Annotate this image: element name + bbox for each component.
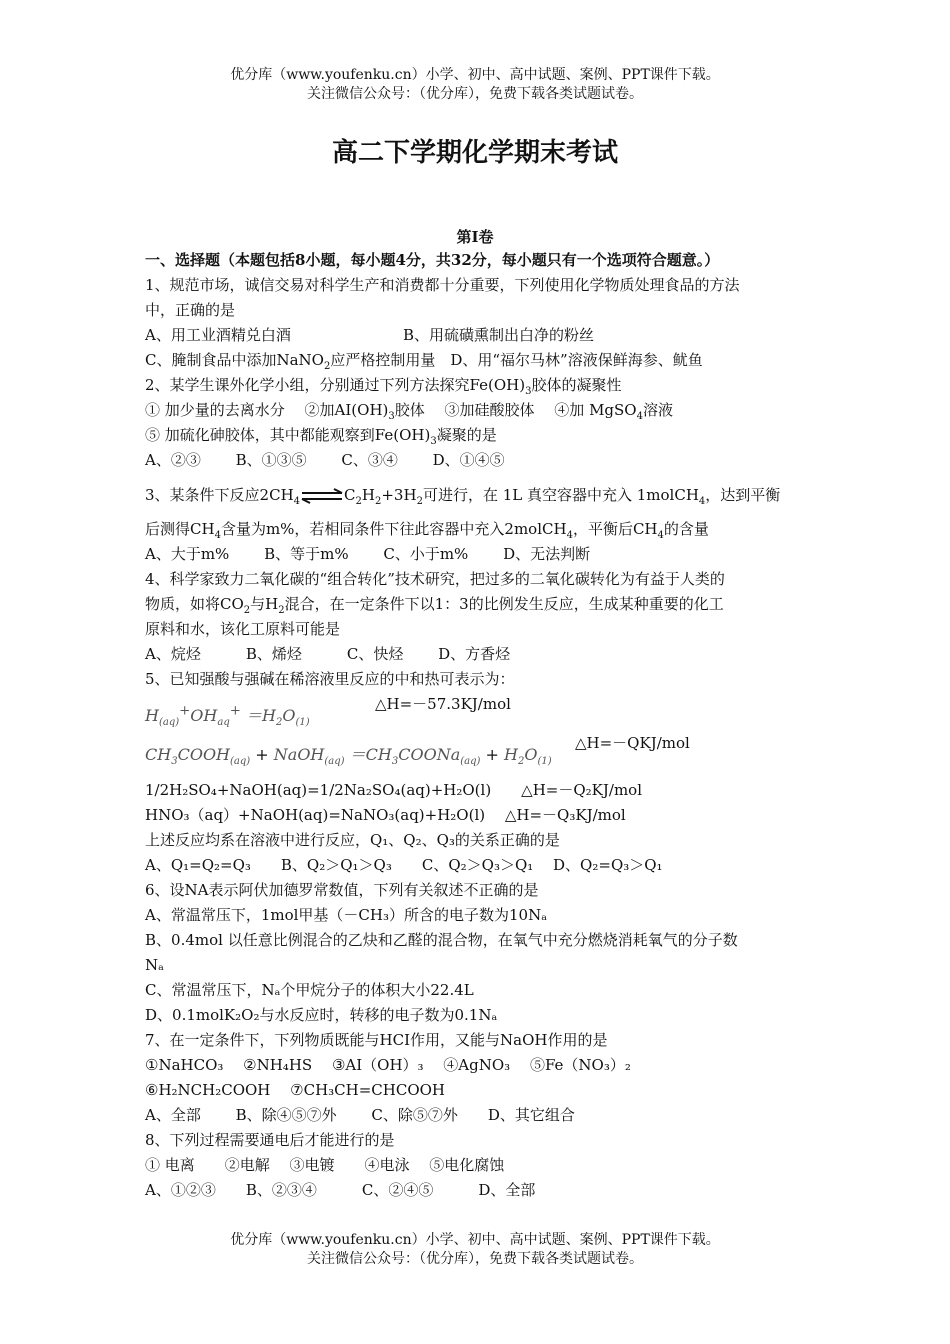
q1-sub: 2 xyxy=(323,361,331,372)
q6-option-a: A、常温常压下，1mol甲基（－CH₃）所含的电子数为10Nₐ xyxy=(145,906,547,924)
q1-options-ab xyxy=(145,323,813,348)
header-line-1: 优分库（www.youfenku.cn）小学、初中、高中试题、案例、PPT课件下载。 xyxy=(230,67,720,83)
page-header xyxy=(0,66,950,104)
q3-l2-post: 的含量 xyxy=(663,520,709,538)
q3-end: ，达到平衡 xyxy=(705,486,781,504)
q8-stem: 8、下列过程需要通电后才能进行的是 xyxy=(145,1131,395,1149)
q4-l2-pre: 物质，如将CO xyxy=(145,595,244,613)
q4-line-3: 原料和水，该化工原料可能是 xyxy=(145,620,341,638)
q3-l2-sub3: 4 xyxy=(657,530,664,541)
q3-sub3: 2 xyxy=(374,496,382,507)
q2-stem-sub: 3 xyxy=(525,386,532,397)
q4-options: A、烷烃 B、烯烃 C、快烃 D、方香烃 xyxy=(145,645,511,663)
q2-items-b-sub: 3 xyxy=(388,411,395,422)
q6-stem: 6、设NA表示阿伏加德罗常数值，下列有关叙述不正确的是 xyxy=(145,881,539,899)
q2-items-b: AI(OH) xyxy=(334,401,389,419)
q3-stem xyxy=(145,473,813,517)
q1-option-cd-text: 应严格控制用量 D、用“福尔马林”溶液保鲜海参、鱿鱼 xyxy=(330,351,703,369)
q1-option-b: B、用硫磺熏制出白净的粉丝 xyxy=(403,326,595,344)
q5-equation-2 xyxy=(145,732,813,778)
q2-items-c: 胶体 ③加硅酸胶体 ④加 MgSO xyxy=(394,401,637,419)
q4-l2-sub1: 2 xyxy=(243,605,251,616)
q1-option-c-text: C、腌制食品中添加NaNO xyxy=(145,351,324,369)
q6-option-d: D、0.1molK₂O₂与水反应时，转移的电子数为0.1Nₐ xyxy=(145,1006,498,1024)
q7-stem: 7、在一定条件下，下列物质既能与HCI作用，又能与NaOH作用的是 xyxy=(145,1031,608,1049)
q2-item5-post: 凝聚的是 xyxy=(436,426,497,444)
q3-sub1: 4 xyxy=(293,496,301,507)
q3-l2-sub1: 4 xyxy=(214,530,221,541)
q2-item5-pre: ⑤ 加硫化砷胶体，其中都能观察到Fe(OH) xyxy=(145,426,431,444)
q6-option-b-line-2: Nₐ xyxy=(145,956,164,974)
q6-option-c: C、常温常压下，Nₐ个甲烷分子的体积大小22.4L xyxy=(145,981,474,999)
q8-items: ① 电离 ②电解 ③电镀 ④电泳 ⑤电化腐蚀 xyxy=(145,1156,505,1174)
q3-l2-sub2: 4 xyxy=(566,530,573,541)
footer-line-1: 优分库（www.youfenku.cn）小学、初中、高中试题、案例、PPT课件下载。 xyxy=(230,1232,720,1248)
exam-title: 高二下学期化学期末考试 xyxy=(331,138,618,168)
q5-ask: 上述反应均系在溶液中进行反应，Q₁、Q₂、Q₃的关系正确的是 xyxy=(145,831,560,849)
q2-stem-pre: 2、某学生课外化学小组，分别通过下列方法探究Fe(OH) xyxy=(145,376,526,394)
q1-options-cd xyxy=(145,348,813,373)
q7-items-2: ⑥H₂NCH₂COOH ⑦CH₃CH=CHCOOH xyxy=(145,1081,446,1099)
q5-equation-3: 1/2H₂SO₄+NaOH(aq)=1/2Na₂SO₄(aq)+H₂O(l) △H=－Q₂KJ/mol xyxy=(145,781,642,799)
exam-body xyxy=(145,248,813,1203)
volume-heading: 第I卷 xyxy=(456,228,494,246)
q8-options: A、①②③ B、②③④ C、②④⑤ D、全部 xyxy=(145,1181,536,1199)
q3-line-2 xyxy=(145,517,813,542)
equilibrium-arrow-icon xyxy=(300,488,344,504)
q3-post: 可进行，在 1L 真空容器中充入 1molCH xyxy=(422,486,699,504)
q3-l2-mid2: ，平衡后CH xyxy=(572,520,658,538)
q3-l2-mid: 含量为m%，若相同条件下往此容器中充入2molCH xyxy=(220,520,567,538)
q1-stem-line-2: 中，正确的是 xyxy=(145,301,236,319)
q3-mid2: H xyxy=(361,486,375,504)
q2-items-line-1 xyxy=(145,398,813,423)
q3-options: A、大于m% B、等于m% C、小于m% D、无法判断 xyxy=(145,545,591,563)
q3-sub2: 2 xyxy=(355,496,362,507)
q5-options: A、Q₁=Q₂=Q₃ B、Q₂＞Q₁＞Q₃ C、Q₂＞Q₃＞Q₁ D、Q₂=Q₃＞Q₁ xyxy=(145,856,663,874)
q6-option-b-line-1: B、0.4mol 以任意比例混合的乙炔和乙醛的混合物，在氧气中充分燃烧消耗氧气的分子数 xyxy=(145,931,738,949)
q5-eq2-formula: $CH_3COOH_{(aq)}$ + NaOH$_{(aq)}$ $=CH_3COONa_{(aq)} + H_2O_{(1)}$ xyxy=(145,745,552,768)
q2-options: A、②③ B、①③⑤ C、③④ D、①④⑤ xyxy=(145,451,505,469)
q1-option-a: A、用工业酒精兑白酒 xyxy=(145,326,291,344)
q4-line-1: 4、科学家致力二氧化碳的“组合转化”技术研究，把过多的二氧化碳转化为有益于人类的 xyxy=(145,570,725,588)
q5-stem: 5、已知强酸与强碱在稀溶液里反应的中和热可表示为： xyxy=(145,670,515,688)
q3-stem-pre: 3、某条件下反应2CH xyxy=(145,486,294,504)
q2-items-c-sub: 4 xyxy=(636,411,643,422)
q2-stem-post: 胶体的凝聚性 xyxy=(531,376,622,394)
q2-items-line-2 xyxy=(145,423,813,448)
q5-eq1-formula: $H_{(aq)}^+OH_{aq}^+ =H_2O_{(1)}$ xyxy=(145,704,310,729)
q4-l2-mid: 与H xyxy=(250,595,279,613)
q3-mid3: +3H xyxy=(381,486,417,504)
header-line-2: 关注微信公众号：（优分库），免费下载各类试题试卷。 xyxy=(307,86,643,102)
q2-item5-sub: 3 xyxy=(430,436,437,447)
q2-items-a: ① 加少量的去离水分 ②加 xyxy=(145,401,335,419)
q5-eq2-enthalpy: △H=－QKJ/mol xyxy=(575,734,690,752)
q3-l2-pre: 后测得CH xyxy=(145,520,215,538)
q3-mid: C xyxy=(344,486,356,504)
q7-items-1: ①NaHCO₃ ②NH₄HS ③AI（OH）₃ ④AgNO₃ ⑤Fe（NO₃）₂ xyxy=(145,1056,631,1074)
q4-l2-sub2: 2 xyxy=(278,605,285,616)
q5-eq1-enthalpy: △H=－57.3KJ/mol xyxy=(375,695,511,713)
page-footer xyxy=(0,1231,950,1269)
q4-line-2 xyxy=(145,592,813,617)
q3-sub4: 2 xyxy=(416,496,423,507)
footer-line-2: 关注微信公众号：（优分库），免费下载各类试题试卷。 xyxy=(307,1251,643,1267)
q2-items-d: 溶液 xyxy=(642,401,673,419)
q7-options: A、全部 B、除④⑤⑦外 C、除⑤⑦外 D、其它组合 xyxy=(145,1106,575,1124)
q1-stem-line-1: 1、规范市场，诚信交易对科学生产和消费都十分重要，下列使用化学物质处理食品的方法 xyxy=(145,276,740,294)
q3-sub5: 4 xyxy=(698,496,706,507)
q4-l2-post: 混合，在一定条件下以1：3的比例发生反应，生成某种重要的化工 xyxy=(284,595,724,613)
section-heading: 一、选择题（本题包括8小题，每小题4分，共32分，每小题只有一个选项符合题意。） xyxy=(145,251,720,269)
q2-stem xyxy=(145,373,813,398)
q5-equation-4: HNO₃（aq）+NaOH(aq)=NaNO₃(aq)+H₂O(l) △H=－Q₃KJ/mol xyxy=(145,806,626,824)
q5-equation-1 xyxy=(145,692,813,732)
